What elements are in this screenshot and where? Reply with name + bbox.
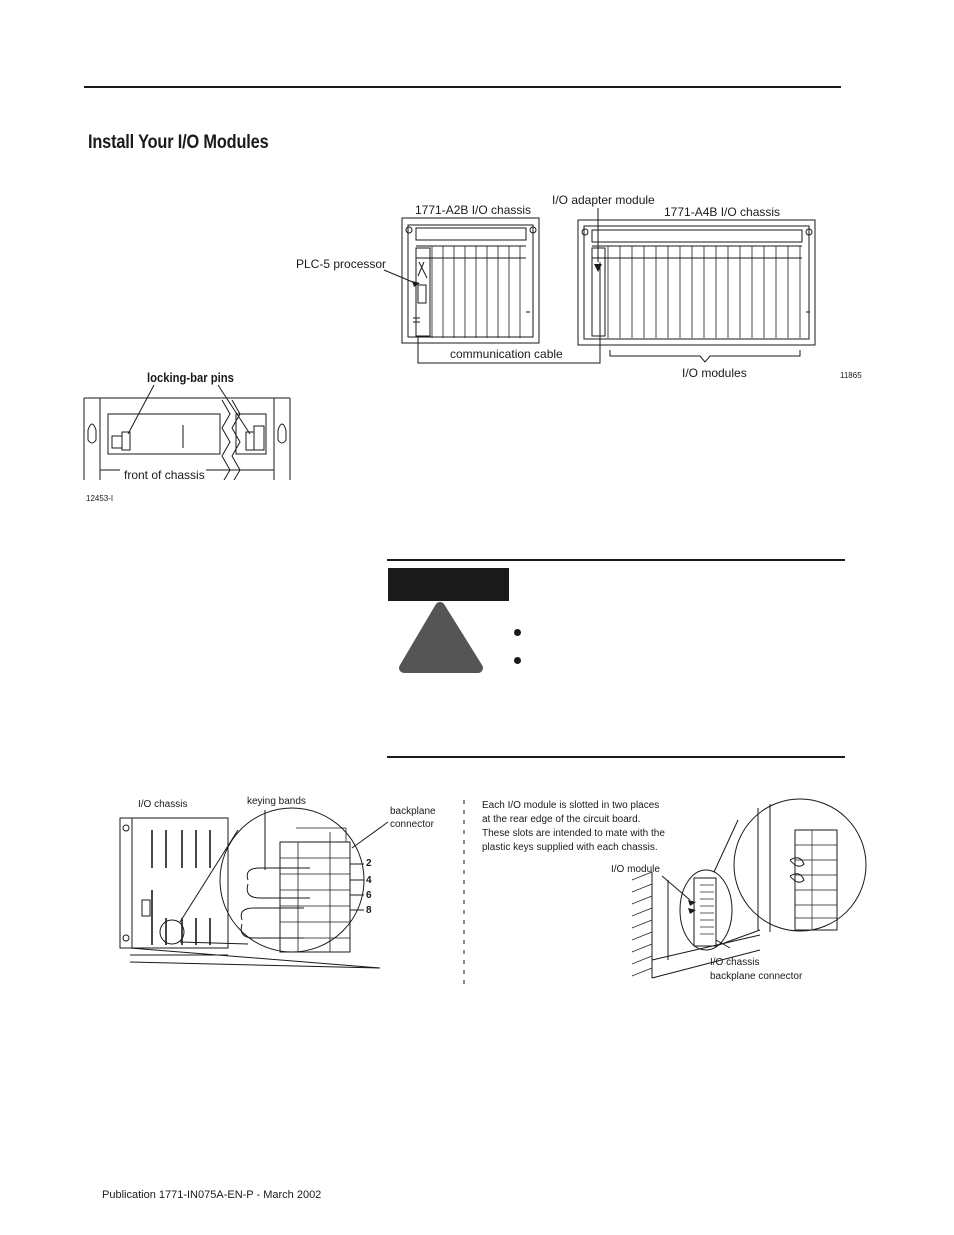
figure-id-12453: 12453-I: [86, 494, 114, 503]
label-locking-bar-pins: locking-bar pins: [147, 371, 234, 385]
label-io-chassis-backplane-2: backplane connector: [710, 971, 803, 982]
label-io-chassis-backplane-1: I/O chassis: [710, 957, 760, 968]
label-io-chassis: I/O chassis: [138, 799, 188, 810]
label-front-of-chassis: front of chassis: [124, 468, 205, 482]
label-a2b-chassis: 1771-A2B I/O chassis: [415, 203, 532, 217]
slots-description-line-2: at the rear edge of the circuit board.: [482, 814, 641, 825]
label-io-modules: I/O modules: [682, 366, 747, 380]
pin-number-6: 6: [366, 890, 372, 901]
label-backplane: backplane: [390, 806, 436, 817]
pin-number-2: 2: [366, 858, 372, 869]
pin-number-8: 8: [366, 905, 372, 916]
label-connector: connector: [390, 819, 434, 830]
slots-description-line-3: These slots are intended to mate with the: [482, 828, 665, 839]
label-a4b-chassis: 1771-A4B I/O chassis: [664, 205, 781, 219]
publication-footer: Publication 1771-IN075A-EN-P - March 2002: [102, 1189, 322, 1201]
page-title: Install Your I/O Modules: [88, 132, 269, 153]
label-keying-bands: keying bands: [247, 796, 306, 807]
slots-description-line-1: Each I/O module is slotted in two places: [482, 800, 660, 811]
label-io-module: I/O module: [611, 864, 660, 875]
slots-description-line-4: plastic keys supplied with each chassis.: [482, 842, 658, 853]
label-communication-cable: communication cable: [450, 347, 563, 361]
figure-id-11865: 11865: [840, 371, 862, 380]
label-adapter-module: I/O adapter module: [552, 193, 655, 207]
pin-number-4: 4: [366, 875, 372, 886]
label-plc5-processor: PLC-5 processor: [296, 257, 387, 271]
